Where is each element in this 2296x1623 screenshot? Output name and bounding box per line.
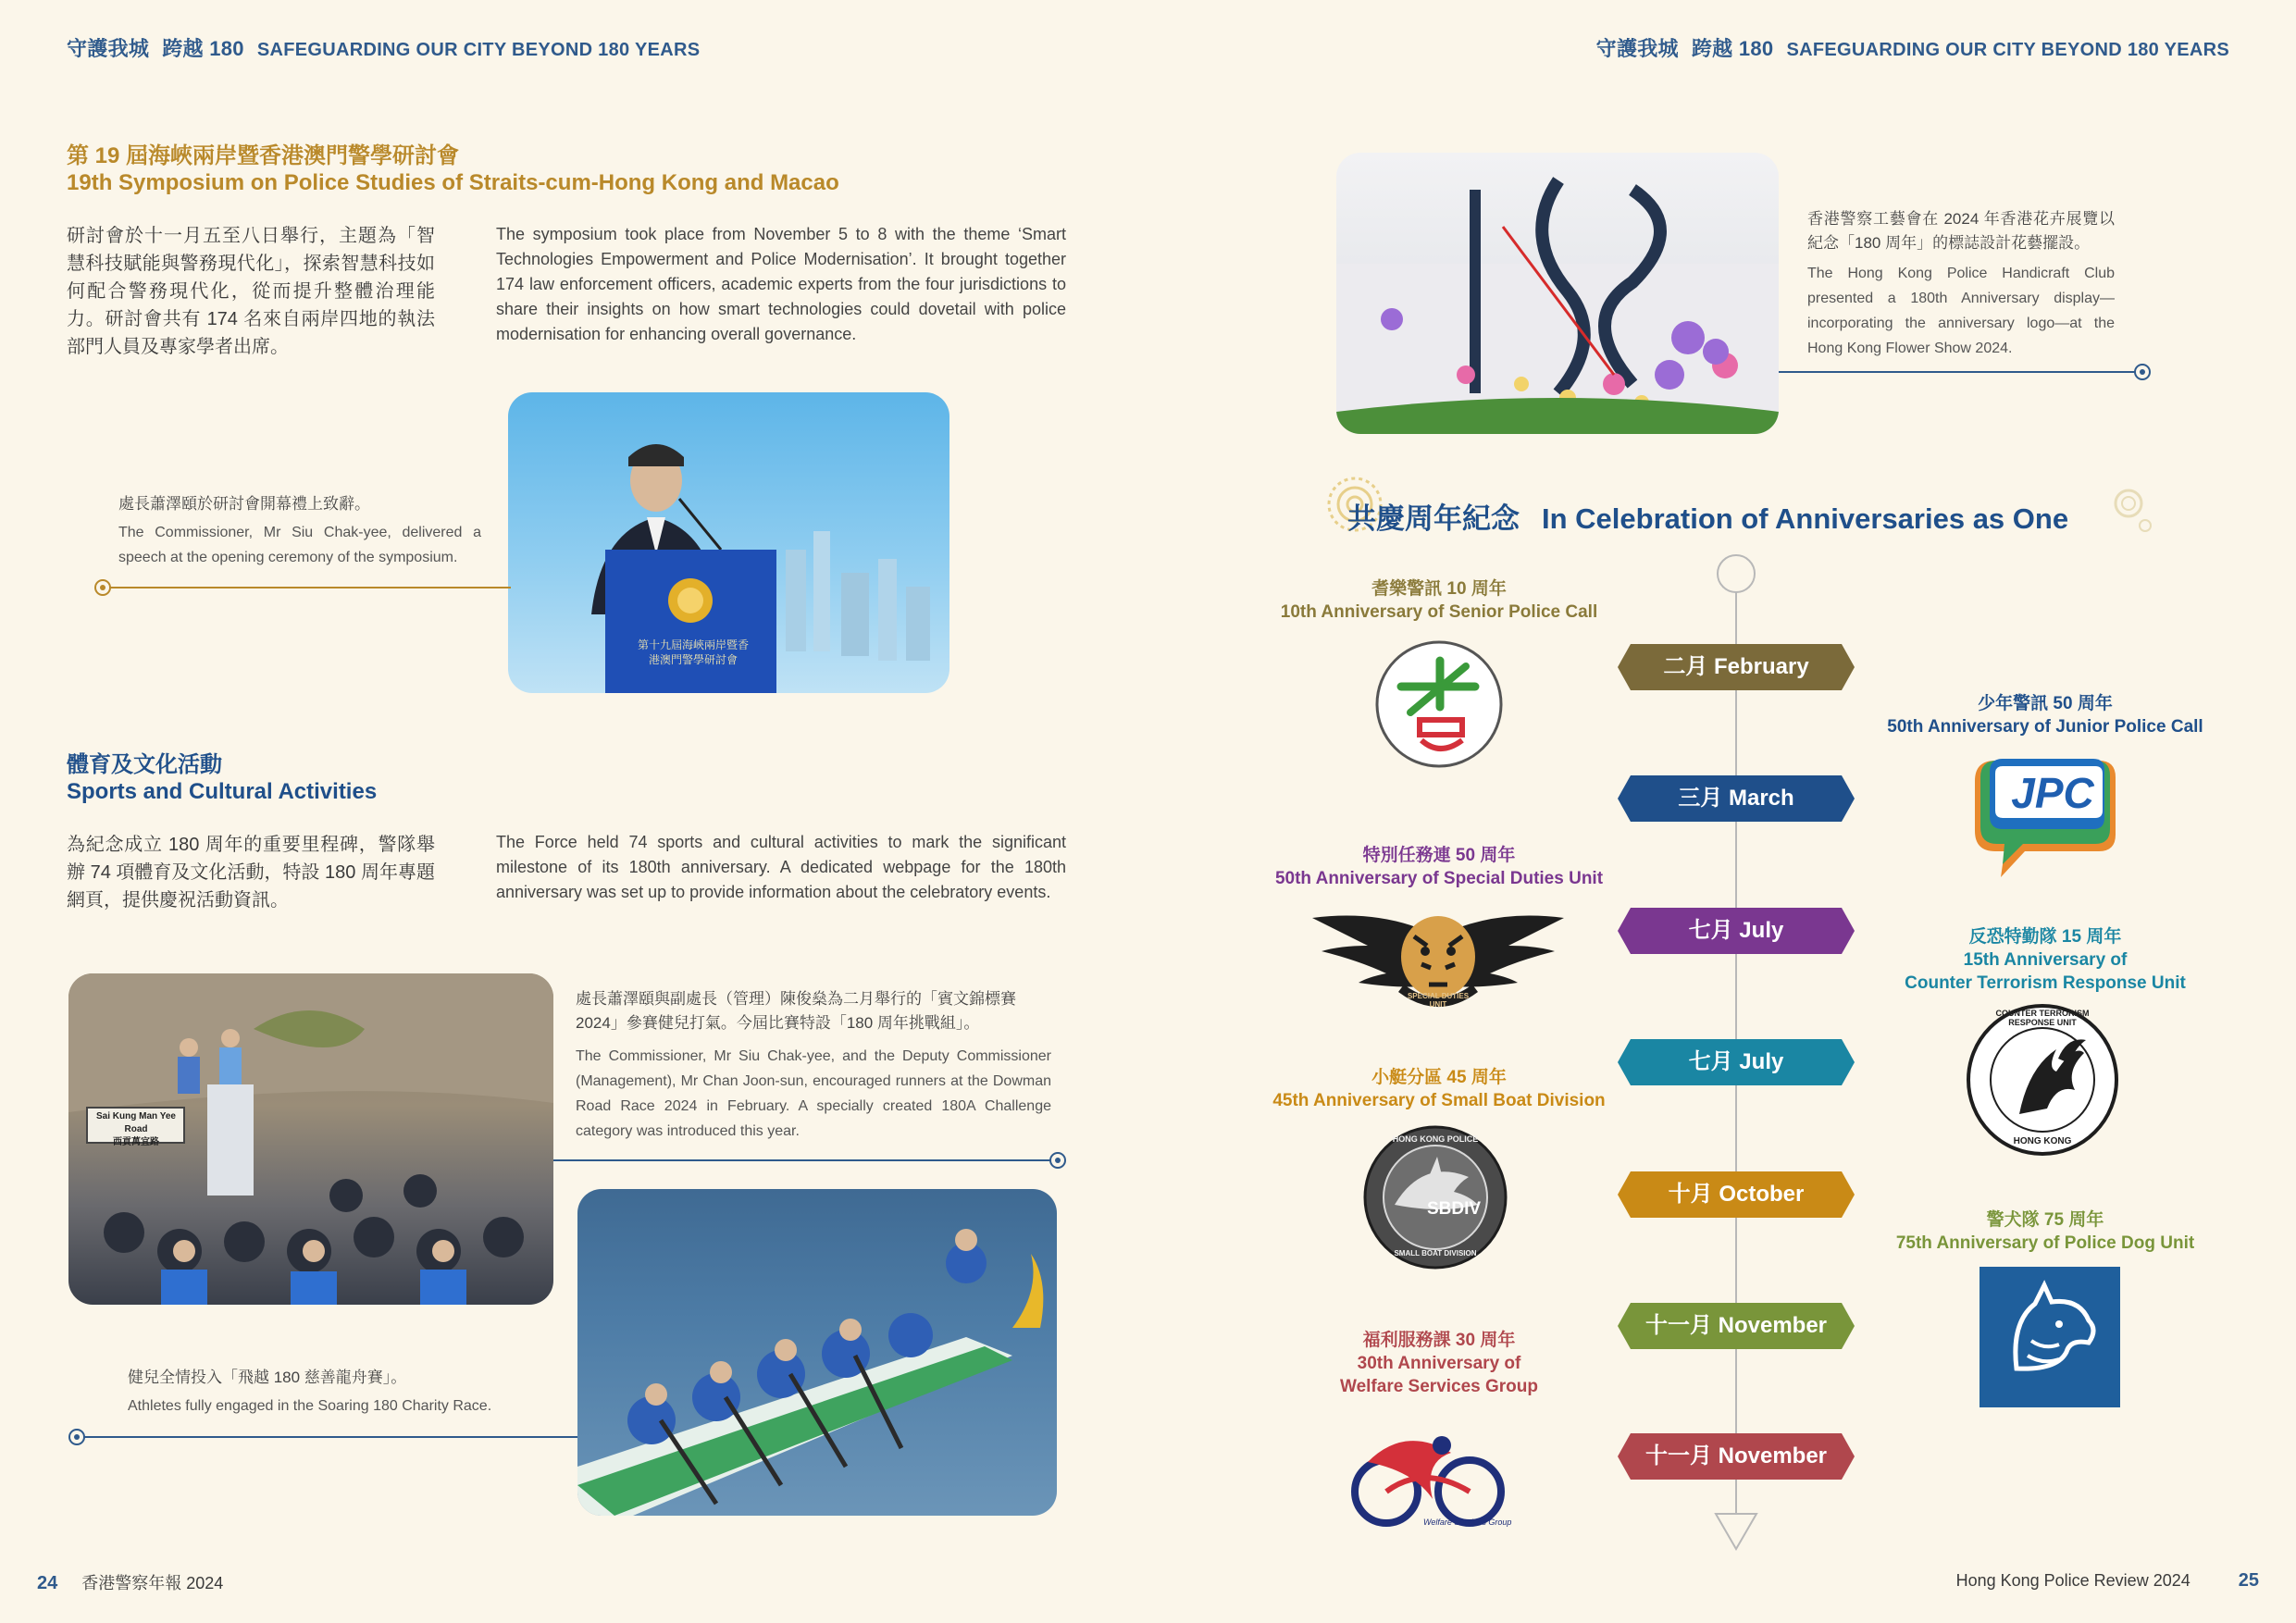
road-sign-en: Sai Kung Man Yee Road bbox=[96, 1111, 176, 1134]
symposium-caption-cn: 處長蕭澤頤於研討會開幕禮上致辭。 bbox=[118, 495, 370, 513]
dragon-boat-caption-en: Athletes fully engaged in the Soaring 180 Charity Race. bbox=[128, 1398, 492, 1414]
event-cn: 少年警訊 50 周年 bbox=[1978, 694, 2113, 713]
event-cn: 特別任務連 50 周年 bbox=[1362, 846, 1516, 865]
road-race-caption-cn: 處長蕭澤頤與副處長（管理）陳俊燊為二月舉行的「賓文錦標賽 2024」參賽健兒打氣。今屆比賽特設「180 周年挑戰組」。 bbox=[576, 990, 1016, 1032]
header-cn-b: 跨越 180 bbox=[162, 37, 244, 60]
footer-left-title: 香港警察年報 2024 bbox=[81, 1574, 224, 1592]
event-police-dog-unit bbox=[1851, 1208, 2240, 1255]
dragon-boat-photo bbox=[577, 1189, 1057, 1516]
month-label: 十月 October bbox=[1668, 1182, 1805, 1207]
timeline-month-jul-2 bbox=[1618, 1039, 1855, 1085]
senior-police-call-logo bbox=[1373, 638, 1505, 770]
junior-police-call-logo bbox=[1966, 753, 2123, 883]
sdu-logo-text: SPECIAL DUTIES UNIT bbox=[1407, 992, 1470, 1009]
month-label: 三月 March bbox=[1678, 786, 1794, 811]
month-label: 十一月 November bbox=[1644, 1313, 1828, 1338]
event-en: 45th Anniversary of Small Boat Division bbox=[1272, 1091, 1606, 1110]
timeline-month-oct bbox=[1618, 1171, 1855, 1218]
celebration-title-cn: 共慶周年紀念 bbox=[1347, 502, 1520, 535]
celebration-title-en: In Celebration of Anniversaries as One bbox=[1542, 502, 2069, 535]
sbdiv-logo-top-text: HONG KONG POLICE bbox=[1392, 1134, 1479, 1144]
celebration-title bbox=[1347, 495, 2068, 537]
header-right bbox=[1596, 33, 2229, 62]
police-dog-unit-logo bbox=[1980, 1267, 2120, 1407]
sbdiv-logo-bottom-text: SMALL BOAT DIVISION bbox=[1394, 1249, 1477, 1258]
commissioner-speech-photo bbox=[508, 392, 949, 693]
event-junior-police-call bbox=[1851, 692, 2240, 738]
timeline-month-nov-1 bbox=[1618, 1303, 1855, 1349]
sbdiv-logo-mid-text: SBDIV bbox=[1426, 1199, 1482, 1219]
month-label: 七月 July bbox=[1688, 1049, 1784, 1074]
event-small-boat-division bbox=[1231, 1066, 1647, 1112]
header-cn-a: 守護我城 bbox=[67, 37, 150, 60]
timeline-month-mar bbox=[1618, 775, 1855, 822]
road-sign-cn: 西貢萬宜路 bbox=[113, 1137, 159, 1147]
podium-text: 第十九屆海峽兩岸暨香港澳門警學研討會 bbox=[638, 638, 750, 666]
event-en: 75th Anniversary of Police Dog Unit bbox=[1895, 1233, 2195, 1253]
symposium-caption-leader bbox=[89, 578, 515, 597]
month-label: 七月 July bbox=[1688, 918, 1784, 943]
symposium-title-en: 19th Symposium on Police Studies of Straits-cum-Hong Kong and Macao bbox=[67, 170, 839, 195]
road-race-caption-leader bbox=[553, 1151, 1072, 1170]
event-counter-terrorism bbox=[1851, 925, 2240, 995]
small-boat-division-logo bbox=[1363, 1125, 1508, 1270]
sbdiv-shark-shape bbox=[1363, 1125, 1508, 1270]
counter-terrorism-logo bbox=[1966, 1003, 2119, 1157]
event-en: 10th Anniversary of Senior Police Call bbox=[1280, 602, 1598, 622]
header-en-right: SAFEGUARDING OUR CITY BEYOND 180 YEARS bbox=[1786, 40, 2229, 60]
flower-show-illustration bbox=[1336, 153, 1779, 434]
dragon-boat-caption-leader bbox=[63, 1428, 581, 1446]
footer-right bbox=[1956, 1570, 2259, 1592]
road-race-caption-en: The Commissioner, Mr Siu Chak-yee, and the Deputy Commissioner (Management), Mr Chan Joon-sun, encouraged runners at the Dowman Road Race 2024 in February. A specially created 180A Challenge category was introduced this year. bbox=[576, 1048, 1051, 1139]
flower-caption-cn: 香港警察工藝會在 2024 年香港花卉展覽以紀念「180 周年」的標誌設計花藝擺設。 bbox=[1807, 210, 2115, 252]
event-en: 50th Anniversary of Junior Police Call bbox=[1887, 717, 2203, 737]
ctru-logo-top-text: COUNTER TERRORISM RESPONSE UNIT bbox=[1995, 1009, 2090, 1027]
event-en2: Counter Terrorism Response Unit bbox=[1905, 973, 2186, 993]
event-cn: 福利服務課 30 周年 bbox=[1362, 1331, 1516, 1350]
road-race-photo bbox=[68, 973, 553, 1305]
sports-body-en: The Force held 74 sports and cultural activities to mark the significant milestone of its 180th anniversary. A dedicated webpage for the 180th anniversary was set up to provide information about the celebratory events. bbox=[496, 833, 1066, 901]
page-number-left: 24 bbox=[37, 1573, 58, 1593]
welfare-services-logo bbox=[1349, 1425, 1516, 1538]
event-cn: 小艇分區 45 周年 bbox=[1371, 1068, 1507, 1087]
timeline-month-jul-1 bbox=[1618, 908, 1855, 954]
event-en2: Welfare Services Group bbox=[1339, 1377, 1539, 1396]
dragon-boat-illustration bbox=[577, 1189, 1057, 1516]
welfare-logo-text: Welfare Services Group bbox=[1423, 1518, 1512, 1527]
sports-title-en: Sports and Cultural Activities bbox=[67, 779, 378, 804]
jpc-logo-text: JPC bbox=[2011, 769, 2094, 817]
symposium-caption-en: The Commissioner, Mr Siu Chak-yee, delivered a speech at the opening ceremony of the symposium. bbox=[118, 525, 481, 565]
month-label: 十一月 November bbox=[1644, 1443, 1828, 1468]
flower-caption-leader bbox=[1779, 363, 2158, 381]
header-en: SAFEGUARDING OUR CITY BEYOND 180 YEARS bbox=[256, 40, 701, 60]
footer-right-title: Hong Kong Police Review 2024 bbox=[1955, 1571, 2191, 1590]
symposium-title-cn: 第 19 屆海峽兩岸暨香港澳門警學研討會 bbox=[67, 143, 460, 168]
symposium-body-en: The symposium took place from November 5 to 8 with the theme ‘Smart Technologies Empowerment and Police Modernisation’. It brought together 174 law enforcement officers, academic experts from the four jurisdictions to share their insights on how smart technologies could dovetail with police modernisation for enhancing overall governance. bbox=[496, 225, 1066, 343]
header-cn-b-right: 跨越 180 bbox=[1691, 37, 1774, 60]
event-senior-police-call bbox=[1231, 577, 1647, 624]
event-en1: 30th Anniversary of bbox=[1357, 1354, 1521, 1373]
sports-body-cn: 為紀念成立 180 周年的重要里程碑，警隊舉辦 74 項體育及文化活動，特設 180 周年專題網頁，提供慶祝活動資訊。 bbox=[67, 835, 435, 911]
sports-title-cn: 體育及文化活動 bbox=[67, 752, 222, 777]
event-cn: 警犬隊 75 周年 bbox=[1986, 1210, 2104, 1230]
footer-left bbox=[37, 1570, 223, 1594]
flower-caption-en: The Hong Kong Police Handicraft Club presented a 180th Anniversary display—incorporating the anniversary logo—at the Hong Kong Flower Show 2024. bbox=[1807, 266, 2115, 356]
ctru-logo-bottom-text: HONG KONG bbox=[2013, 1136, 2072, 1146]
special-duties-unit-logo bbox=[1312, 899, 1564, 1010]
page-number-right: 25 bbox=[2238, 1570, 2259, 1591]
dragon-boat-caption-cn: 健兒全情投入「飛越 180 慈善龍舟賽」。 bbox=[128, 1369, 407, 1386]
event-en1: 15th Anniversary of bbox=[1963, 950, 2128, 970]
symposium-body-cn: 研討會於十一月五至八日舉行，主題為「智慧科技賦能與警務現代化」，探索智慧科技如何配合警務現代化，從而提升整體治理能力。研討會共有 174 名來自兩岸四地的執法部門人員及專家學者出席。 bbox=[67, 226, 435, 357]
event-en: 50th Anniversary of Special Duties Unit bbox=[1274, 869, 1604, 888]
month-label: 二月 February bbox=[1663, 654, 1809, 679]
event-special-duties-unit bbox=[1231, 844, 1647, 890]
timeline-month-nov-2 bbox=[1618, 1433, 1855, 1480]
event-cn: 耆樂警訊 10 周年 bbox=[1371, 579, 1507, 599]
header-left bbox=[67, 33, 700, 62]
header-cn-a-right: 守護我城 bbox=[1595, 37, 1679, 60]
flower-show-photo bbox=[1336, 153, 1779, 434]
timeline-month-feb bbox=[1618, 644, 1855, 690]
event-cn: 反恐特勤隊 15 周年 bbox=[1968, 927, 2122, 947]
decorative-circles-right-icon bbox=[2108, 485, 2164, 540]
road-sign-text bbox=[91, 1110, 181, 1149]
event-welfare-services bbox=[1231, 1329, 1647, 1398]
